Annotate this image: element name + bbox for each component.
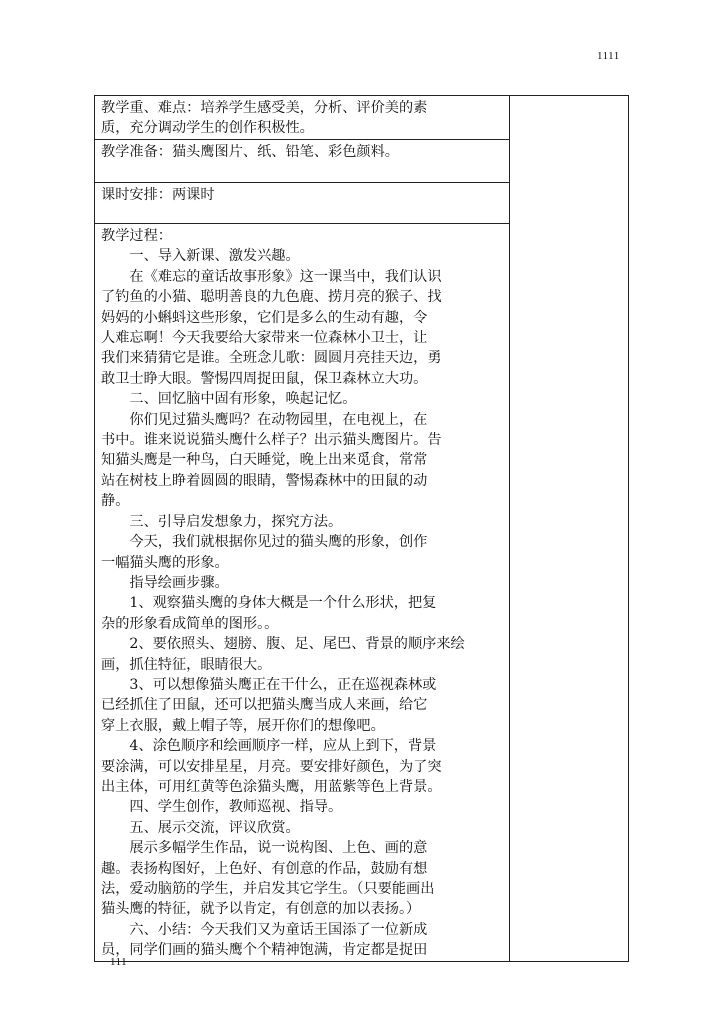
process-line: 你们见过猫头鹰吗？在动物园里，在电视上，在 xyxy=(101,411,428,428)
process-line: 四、学生创作，教师巡视、指导。 xyxy=(101,799,343,816)
process-line: 妈妈的小蝌蚪这些形象，它们是多么的生动有趣，令 xyxy=(101,309,428,326)
process-line: 一幅猫头鹰的形象。 xyxy=(101,554,229,571)
process-line: 2、要依照头、翅膀、腹、足、尾巴、背景的顺序来绘 xyxy=(101,636,465,653)
key-points-line-2: 质，充分调动学生的创作积极性。 xyxy=(101,120,314,137)
process-line: 人难忘啊！今天我要给大家带来一位森林小卫士，让 xyxy=(101,330,428,347)
process-line: 画，抓住特征，眼睛很大。 xyxy=(101,656,272,673)
process-line: 展示多幅学生作品，说一说构图、上色、画的意 xyxy=(101,840,428,857)
process-line: 在《难忘的童话故事形象》这一课当中，我们认识 xyxy=(101,268,442,285)
process-line: 已经抓住了田鼠，还可以把猫头鹰当成人来画，给它 xyxy=(101,697,428,714)
process-line: 六、小结：今天我们又为童话王国添了一位新成 xyxy=(101,921,428,938)
process-line: 出主体，可用红黄等色涂猫头鹰，用蓝紫等色上背景。 xyxy=(101,778,442,795)
process-line: 4、涂色顺序和绘画顺序一样，应从上到下，背景 xyxy=(101,738,437,755)
process-line: 敢卫士睁大眼。警惕四周捉田鼠，保卫森林立大功。 xyxy=(101,370,428,387)
process-line: 站在树枝上睁着圆圆的眼睛，警惕森林中的田鼠的动 xyxy=(101,472,428,489)
process-line: 一、导入新课、激发兴趣。 xyxy=(101,248,300,265)
notes-cell xyxy=(510,96,629,962)
process-line: 1、观察猫头鹰的身体大概是一个什么形状，把复 xyxy=(101,595,437,612)
process-line: 要涂满，可以安排星星，月亮。要安排好颜色，为了突 xyxy=(101,758,442,775)
page-footer-number: 111 xyxy=(110,956,128,968)
process-line: 今天，我们就根据你见过的猫头鹰的形象，创作 xyxy=(101,534,428,551)
process-line: 3、可以想像猫头鹰正在干什么，正在巡视森林或 xyxy=(101,676,437,693)
process-line: 二、回忆脑中固有形象，唤起记忆。 xyxy=(101,391,357,408)
process-line: 三、引导启发想象力，探究方法。 xyxy=(101,513,343,530)
lesson-plan-table xyxy=(94,95,629,962)
process-line: 员，同学们画的猫头鹰个个精神饱满，肯定都是捉田 xyxy=(101,942,428,959)
process-line: 知猫头鹰是一种鸟，白天睡觉，晚上出来觅食，常常 xyxy=(101,452,428,469)
process-line: 五、展示交流，评议欣赏。 xyxy=(101,819,300,836)
process-line: 杂的形象看成简单的图形。。 xyxy=(101,615,279,632)
process-line: 静。 xyxy=(101,493,130,510)
process-line: 我们来猜猜它是谁。全班念儿歌：圆圆月亮挂天边，勇 xyxy=(101,350,442,367)
process-line: 指导绘画步骤。 xyxy=(101,574,229,591)
process-line: 穿上衣服，戴上帽子等，展开你们的想像吧。 xyxy=(101,717,385,734)
teaching-process-cell xyxy=(95,224,510,962)
process-line: 了钓鱼的小猫、聪明善良的九色鹿、捞月亮的猴子、找 xyxy=(101,289,442,306)
process-line: 法，爱动脑筋的学生，并启发其它学生。（只要能画出 xyxy=(101,881,435,897)
process-line: 猫头鹰的特征，就予以肯定，有创意的加以表扬。） xyxy=(101,901,421,918)
process-line: 教学过程： xyxy=(101,228,172,244)
process-line: 书中。谁来说说猫头鹰什么样子？出示猫头鹰图片。告 xyxy=(101,432,442,449)
page-header-number: 1111 xyxy=(597,50,620,62)
key-difficult-points-cell xyxy=(95,96,510,140)
schedule-cell: 课时安排：两课时 xyxy=(95,183,510,224)
table-row xyxy=(95,96,629,140)
key-points-line-1: 教学重、难点：培养学生感受美，分析、评价美的素 xyxy=(101,100,428,116)
teaching-process-text xyxy=(101,226,505,961)
preparation-cell: 教学准备：猫头鹰图片、纸、铅笔、彩色颜料。 xyxy=(95,140,510,183)
process-line: 趣。表扬构图好，上色好、有创意的作品，鼓励有想 xyxy=(101,860,428,877)
